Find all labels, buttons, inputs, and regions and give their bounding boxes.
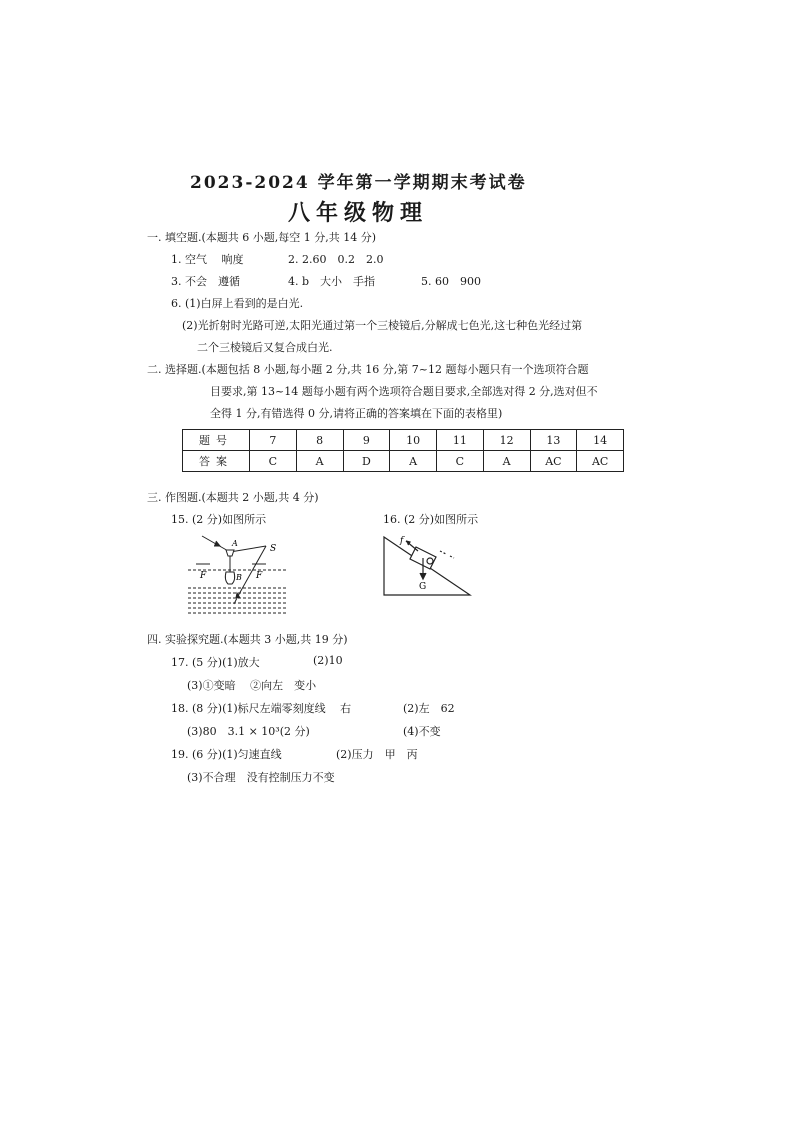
answer-q17-2: (2)10: [313, 654, 343, 667]
part1-heading: 一. 填空题.(本题共 6 小题,每空 1 分,共 14 分): [147, 231, 377, 244]
figure-16-incline-diagram: [380, 533, 472, 601]
answer-q18-2: (2)左 62: [403, 702, 455, 715]
table-row-label: 题号: [183, 430, 250, 451]
part2-heading-line1: 二. 选择题.(本题包括 8 小题,每小题 2 分,共 16 分,第 7~12 题每小题只有一个选项符合题: [147, 363, 589, 376]
answer-q15: 15. (2 分)如图所示: [171, 513, 267, 526]
answer-q19-3: (3)不合理 没有控制压力不变: [187, 771, 335, 784]
table-cell: 13: [530, 430, 577, 451]
table-cell: A: [483, 451, 530, 472]
answer-q18-3: (3)80 3.1 × 10³(2 分): [187, 725, 310, 738]
table-row-answers: [183, 451, 624, 472]
answer-q1: 1. 空气 响度: [171, 253, 244, 266]
answer-q6-2a: (2)光折射时光路可逆,太阳光通过第一个三棱镜后,分解成七色光,这七种色光经过第: [182, 319, 583, 332]
label-f: f: [400, 536, 404, 546]
table-cell: 8: [296, 430, 343, 451]
answer-q16: 16. (2 分)如图所示: [383, 513, 479, 526]
table-cell: A: [390, 451, 437, 472]
part3-heading: 三. 作图题.(本题共 2 小题,共 4 分): [147, 491, 319, 504]
exam-title: 2023-2024 学年第一学期期末考试卷: [190, 173, 527, 193]
answer-q17-3: (3)①变暗 ②向左 变小: [187, 679, 317, 692]
exam-subject: 八年级物理: [288, 200, 429, 226]
table-cell: 14: [577, 430, 624, 451]
label-a: A: [232, 539, 238, 548]
table-row-label: 答案: [183, 451, 250, 472]
label-g: G: [419, 582, 427, 592]
table-cell: 10: [390, 430, 437, 451]
answer-q6-2b: 二个三棱镜后又复合成白光.: [197, 341, 333, 354]
table-row-numbers: [183, 430, 624, 451]
table-cell: AC: [577, 451, 624, 472]
answer-q4: 4. b 大小 手指: [288, 275, 376, 288]
table-cell: C: [250, 451, 297, 472]
part2-heading-line2: 目要求,第 13~14 题每小题有两个选项符合题目要求,全部选对得 2 分,选对但不: [210, 385, 598, 398]
table-cell: 11: [437, 430, 484, 451]
answer-q2: 2. 2.60 0.2 2.0: [288, 253, 384, 266]
answer-q18-4: (4)不变: [403, 725, 441, 738]
answer-table: [182, 429, 624, 472]
table-cell: AC: [530, 451, 577, 472]
table-cell: 9: [343, 430, 390, 451]
label-b: B: [236, 573, 242, 582]
table-cell: 7: [250, 430, 297, 451]
part4-heading: 四. 实验探究题.(本题共 3 小题,共 19 分): [147, 633, 348, 646]
answer-q6-1: 6. (1)白屏上看到的是白光.: [171, 297, 304, 310]
answer-q5: 5. 60 900: [421, 275, 481, 288]
label-s: S: [270, 544, 277, 554]
table-cell: A: [296, 451, 343, 472]
part2-heading-line3: 全得 1 分,有错选得 0 分,请将正确的答案填在下面的表格里): [210, 407, 503, 420]
answer-q19-1: 19. (6 分)(1)匀速直线: [171, 748, 282, 761]
answer-q3: 3. 不会 遵循: [171, 275, 240, 288]
figure-15-refraction-diagram: [186, 532, 290, 616]
answer-q19-2: (2)压力 甲 丙: [336, 748, 418, 761]
table-cell: C: [437, 451, 484, 472]
table-cell: 12: [483, 430, 530, 451]
answer-q17-1: 17. (5 分)(1)放大: [171, 656, 260, 669]
answer-q18-1: 18. (8 分)(1)标尺左端零刻度线 右: [171, 702, 352, 715]
table-cell: D: [343, 451, 390, 472]
label-f-left: F: [200, 571, 207, 581]
label-f-right: F: [256, 571, 263, 581]
